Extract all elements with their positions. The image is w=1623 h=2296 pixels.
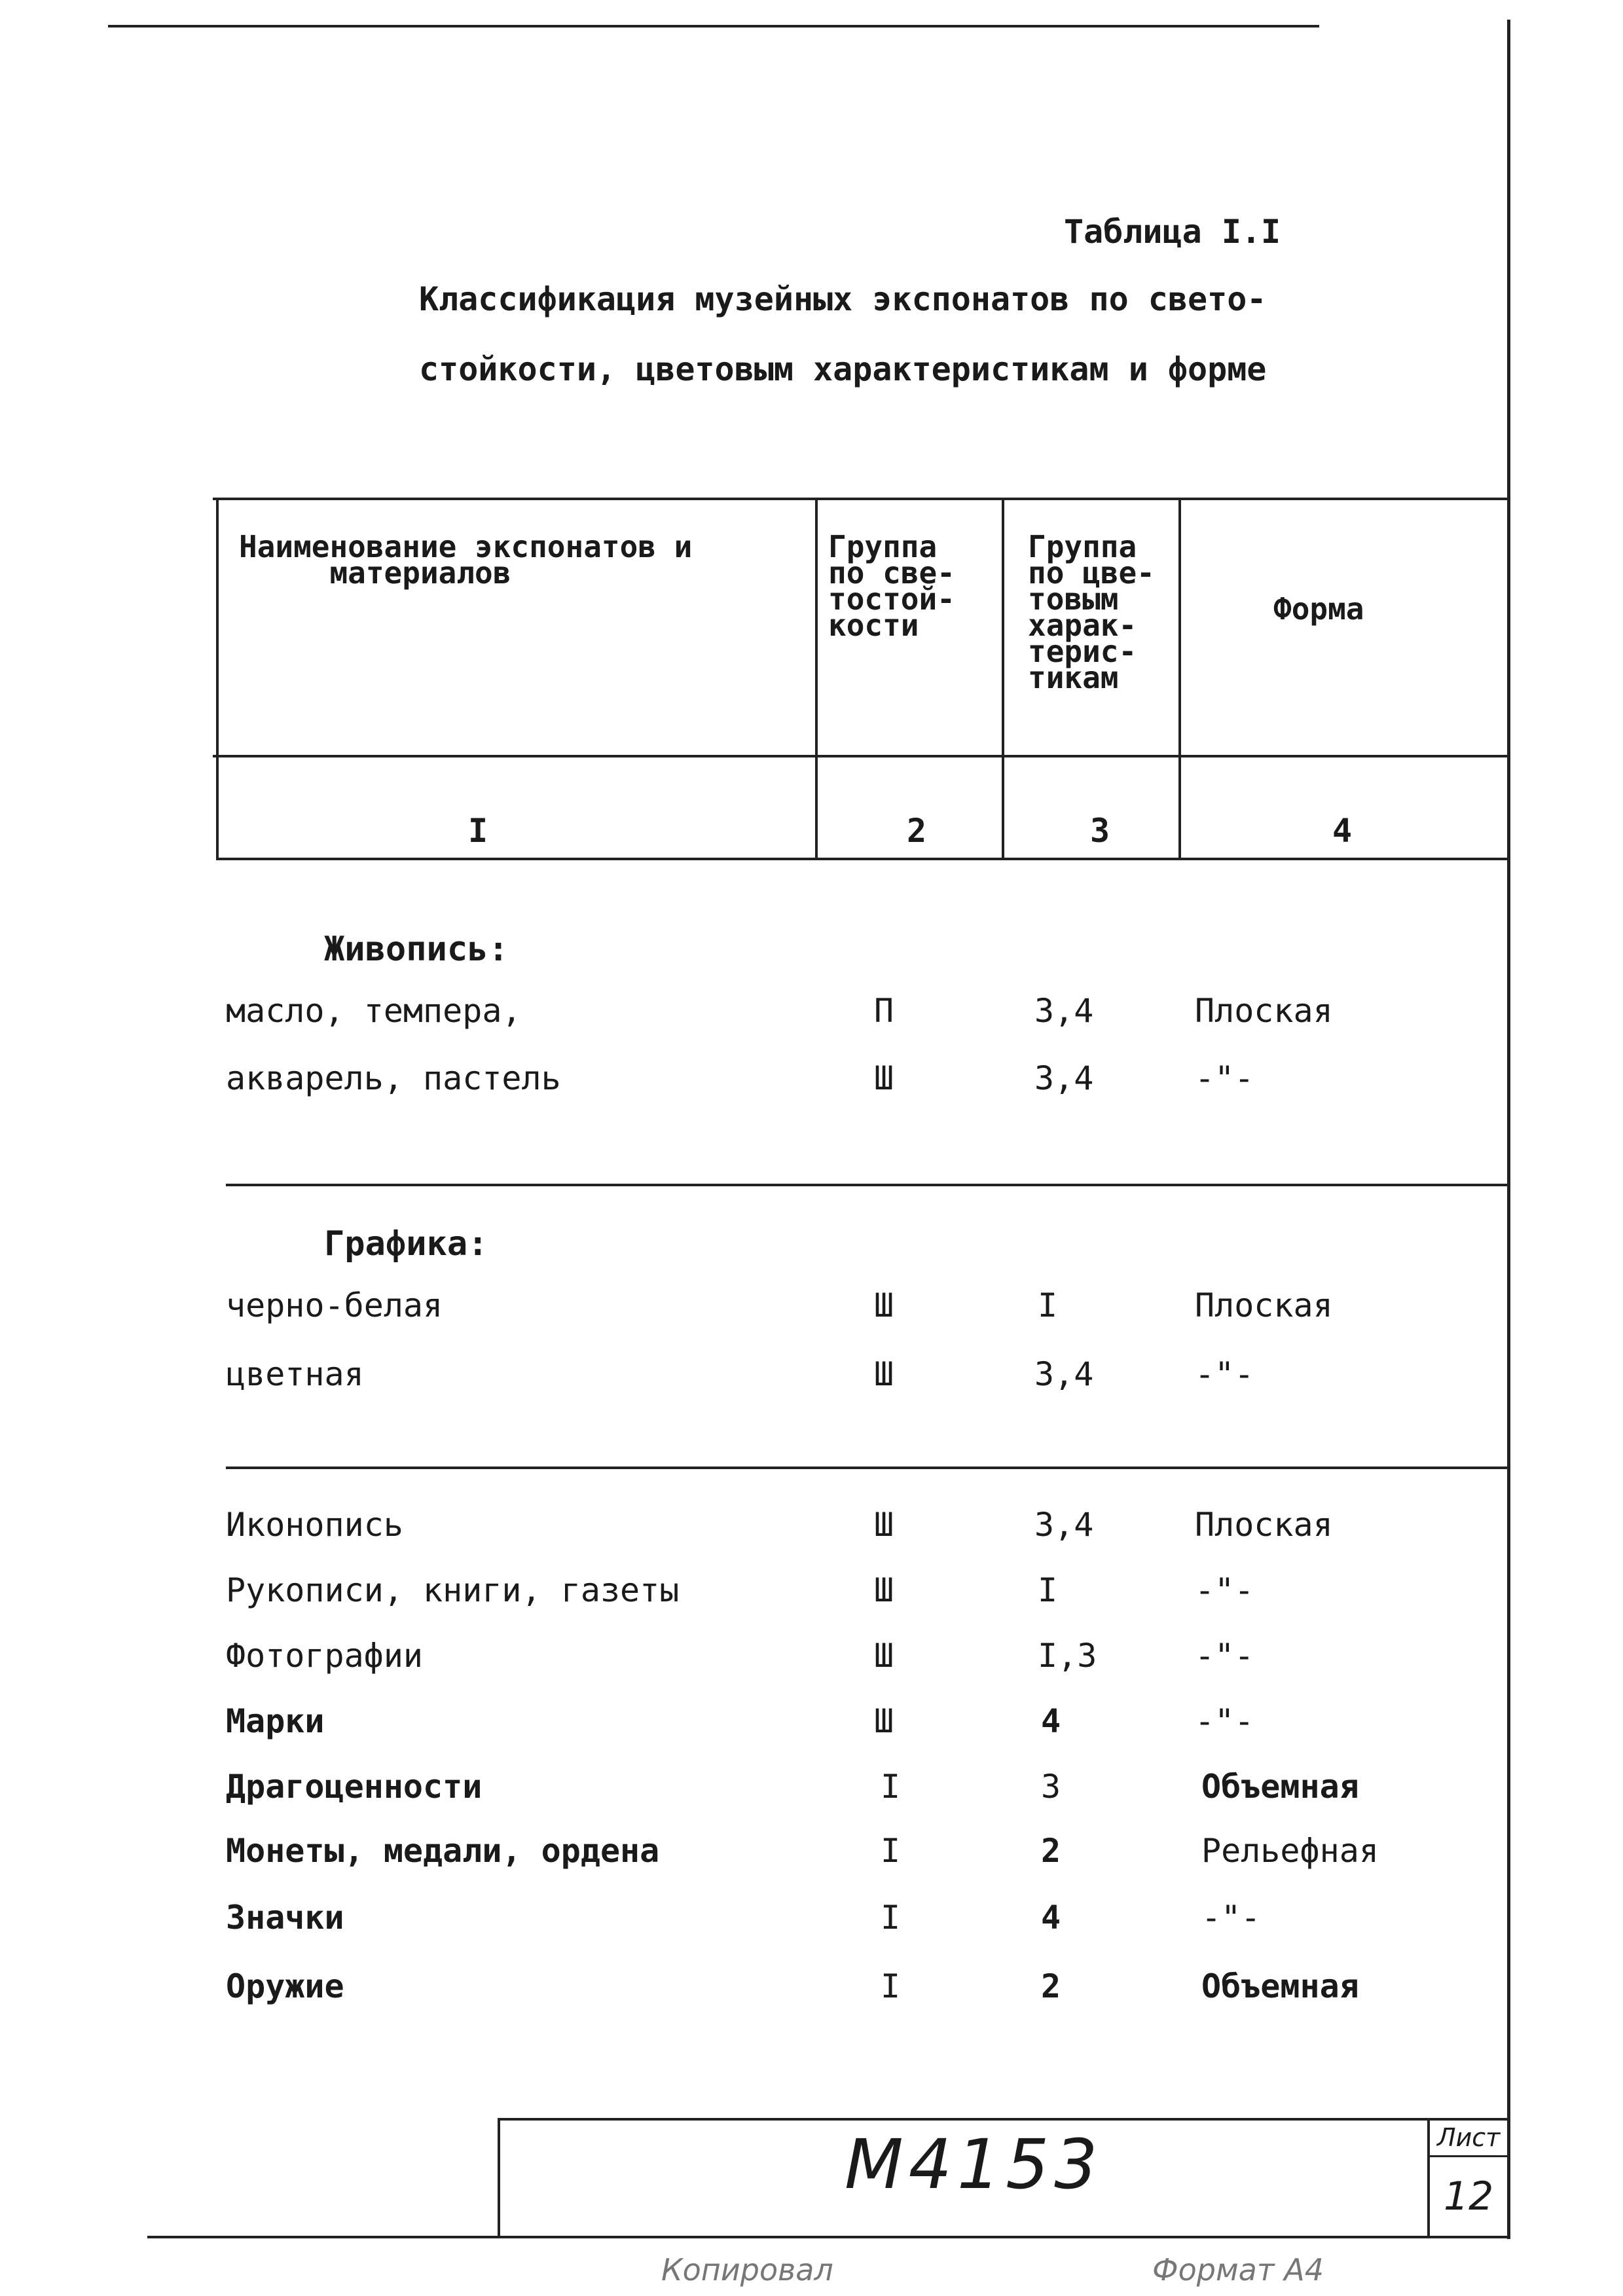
- column-number-2: 2: [907, 812, 927, 850]
- table-title-line-2: стойкости, цветовым характеристикам и форме: [419, 350, 1267, 388]
- header-name: Наименование экспонатов и материалов: [239, 529, 693, 591]
- row-name: Марки: [226, 1702, 325, 1740]
- header-left-line: [216, 498, 219, 860]
- row-form: Рельефная: [1201, 1832, 1379, 1870]
- stamp-bottom-line: [147, 2236, 1509, 2238]
- row-light-group: П: [874, 992, 894, 1030]
- row-name: Рукописи, книги, газеты: [226, 1571, 680, 1609]
- column-number-1: I: [468, 812, 488, 850]
- copied-by-label: Копировал: [661, 2252, 833, 2287]
- row-color-group: I,3: [1038, 1637, 1097, 1675]
- row-light-group: Ш: [874, 1286, 894, 1324]
- row-form: -"-: [1195, 1637, 1254, 1675]
- header-light-group: Группа по све- тостой- кости: [828, 529, 955, 643]
- header-divider-3: [1178, 498, 1181, 860]
- sheet-number: 12: [1444, 2174, 1494, 2219]
- row-form: -"-: [1195, 1571, 1254, 1609]
- table-title-line-1: Классификация музейных экспонатов по свето-: [419, 280, 1267, 318]
- row-form: Объемная: [1201, 1768, 1359, 1806]
- section-divider-2: [226, 1467, 1509, 1469]
- row-form: -"-: [1195, 1702, 1254, 1740]
- top-border-line: [108, 25, 1319, 27]
- format-label: Формат А4: [1152, 2252, 1324, 2287]
- row-color-group: 3,4: [1034, 1506, 1094, 1544]
- row-name: Значки: [226, 1899, 344, 1937]
- row-name: Фотографии: [226, 1637, 424, 1675]
- row-form: -"-: [1195, 1355, 1254, 1393]
- row-light-group: Ш: [874, 1571, 894, 1609]
- row-name: черно-белая: [226, 1286, 443, 1324]
- row-light-group: I: [881, 1832, 901, 1870]
- row-light-group: I: [881, 1768, 901, 1806]
- row-light-group: Ш: [874, 1059, 894, 1097]
- row-name: масло, темпера,: [226, 992, 522, 1030]
- header-divider-2: [1002, 498, 1004, 860]
- row-name: Оружие: [226, 1967, 344, 2005]
- document-code: М4153: [845, 2124, 1103, 2204]
- row-light-group: Ш: [874, 1506, 894, 1544]
- row-light-group: Ш: [874, 1355, 894, 1393]
- row-color-group: 2: [1041, 1967, 1061, 2005]
- row-color-group: 2: [1041, 1832, 1061, 1870]
- table-label: Таблица I.I: [1064, 213, 1281, 251]
- stamp-sheet-divider: [1427, 2118, 1430, 2238]
- row-light-group: I: [881, 1899, 901, 1937]
- header-form: Форма: [1273, 591, 1364, 627]
- row-name: цветная: [226, 1355, 364, 1393]
- section-divider-1: [226, 1184, 1509, 1186]
- row-color-group: 3: [1041, 1768, 1061, 1806]
- row-form: -"-: [1201, 1899, 1261, 1937]
- row-form: Плоская: [1195, 1506, 1333, 1544]
- row-color-group: 3,4: [1034, 992, 1094, 1030]
- stamp-left-line: [498, 2118, 500, 2238]
- row-name: Драгоценности: [226, 1768, 483, 1806]
- header-color-group: Группа по цве- товым харак- терис- тикам: [1028, 529, 1155, 695]
- section-title: Живопись:: [324, 930, 509, 969]
- row-color-group: 3,4: [1034, 1355, 1094, 1393]
- row-light-group: Ш: [874, 1637, 894, 1675]
- header-top-line: [213, 498, 1509, 500]
- sheet-label: Лист: [1437, 2123, 1501, 2152]
- row-light-group: I: [881, 1967, 901, 2005]
- row-color-group: 4: [1041, 1702, 1061, 1740]
- row-color-group: I: [1038, 1571, 1058, 1609]
- stamp-sheet-line: [1427, 2155, 1509, 2157]
- row-form: Плоская: [1195, 992, 1333, 1030]
- row-color-group: 4: [1041, 1899, 1061, 1937]
- column-number-3: 3: [1090, 812, 1110, 850]
- row-name: Иконопись: [226, 1506, 403, 1544]
- row-name: акварель, пастель: [226, 1059, 561, 1097]
- row-color-group: 3,4: [1034, 1059, 1094, 1097]
- row-form: Объемная: [1201, 1967, 1359, 2005]
- right-border-line: [1507, 20, 1510, 2239]
- header-divider-1: [815, 498, 818, 860]
- stamp-top-line: [498, 2118, 1509, 2121]
- row-name: Монеты, медали, ордена: [226, 1832, 660, 1870]
- section-title: Графика:: [324, 1224, 488, 1264]
- row-color-group: I: [1038, 1286, 1058, 1324]
- row-form: Плоская: [1195, 1286, 1333, 1324]
- row-form: -"-: [1195, 1059, 1254, 1097]
- row-light-group: Ш: [874, 1702, 894, 1740]
- header-bottom-line: [216, 858, 1509, 860]
- header-mid-line: [213, 755, 1509, 757]
- column-number-4: 4: [1332, 812, 1353, 850]
